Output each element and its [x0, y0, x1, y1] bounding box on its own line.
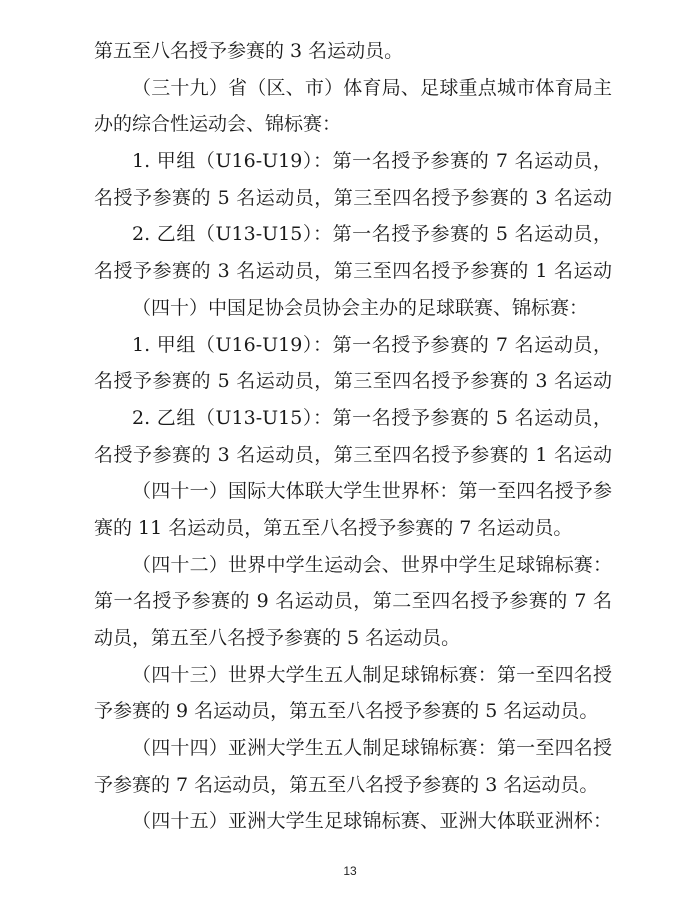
text-line: 赛的 11 名运动员，第五至八名授予参赛的 7 名运动员。 — [94, 516, 573, 539]
text-line: 动员，第五至八名授予参赛的 5 名运动员。 — [94, 627, 461, 649]
text-line: （四十一）国际大体联大学生世界杯：第一至四名授予参 — [132, 480, 612, 503]
text-line: （三十九）省（区、市）体育局、足球重点城市体育局主 — [132, 76, 612, 99]
text-line: 第五至八名授予参赛的 3 名运动员。 — [94, 40, 404, 62]
text-line: 第一名授予参赛的 9 名运动员，第二至四名授予参赛的 7 名 — [94, 590, 612, 613]
text-line: 予参赛的 9 名运动员，第五至八名授予参赛的 5 名运动员。 — [94, 700, 599, 723]
text-line: （四十二）世界中学生运动会、世界中学生足球锦标赛： — [132, 553, 612, 576]
page-number: 13 — [343, 864, 357, 878]
text-line: 办的综合性运动会、锦标赛： — [94, 113, 342, 136]
text-line: （四十）中国足协会员协会主办的足球联赛、锦标赛： — [132, 296, 589, 319]
text-line: （四十四）亚洲大学生五人制足球锦标赛：第一至四名授 — [132, 737, 612, 760]
text-line: 名授予参赛的 3 名运动员，第三至四名授予参赛的 1 名运动 — [94, 443, 612, 466]
text-line: 1. 甲组（U16-U19）：第一名授予参赛的 7 名运动员， — [132, 150, 612, 173]
text-line: 2. 乙组（U13-U15）：第一名授予参赛的 5 名运动员， — [132, 406, 612, 429]
document-body — [94, 33, 612, 840]
text-line: 予参赛的 7 名运动员，第五至八名授予参赛的 3 名运动员。 — [94, 773, 599, 796]
text-line: 1. 甲组（U16-U19）：第一名授予参赛的 7 名运动员， — [132, 333, 612, 356]
text-line: 名授予参赛的 5 名运动员，第三至四名授予参赛的 3 名运动 — [94, 186, 612, 209]
text-line: 2. 乙组（U13-U15）：第一名授予参赛的 5 名运动员， — [132, 223, 612, 246]
text-line: 名授予参赛的 5 名运动员，第三至四名授予参赛的 3 名运动 — [94, 370, 612, 393]
text-line: 名授予参赛的 3 名运动员，第三至四名授予参赛的 1 名运动 — [94, 260, 612, 283]
text-line: （四十三）世界大学生五人制足球锦标赛：第一至四名授 — [132, 663, 612, 686]
text-line: （四十五）亚洲大学生足球锦标赛、亚洲大体联亚洲杯： — [132, 810, 612, 833]
